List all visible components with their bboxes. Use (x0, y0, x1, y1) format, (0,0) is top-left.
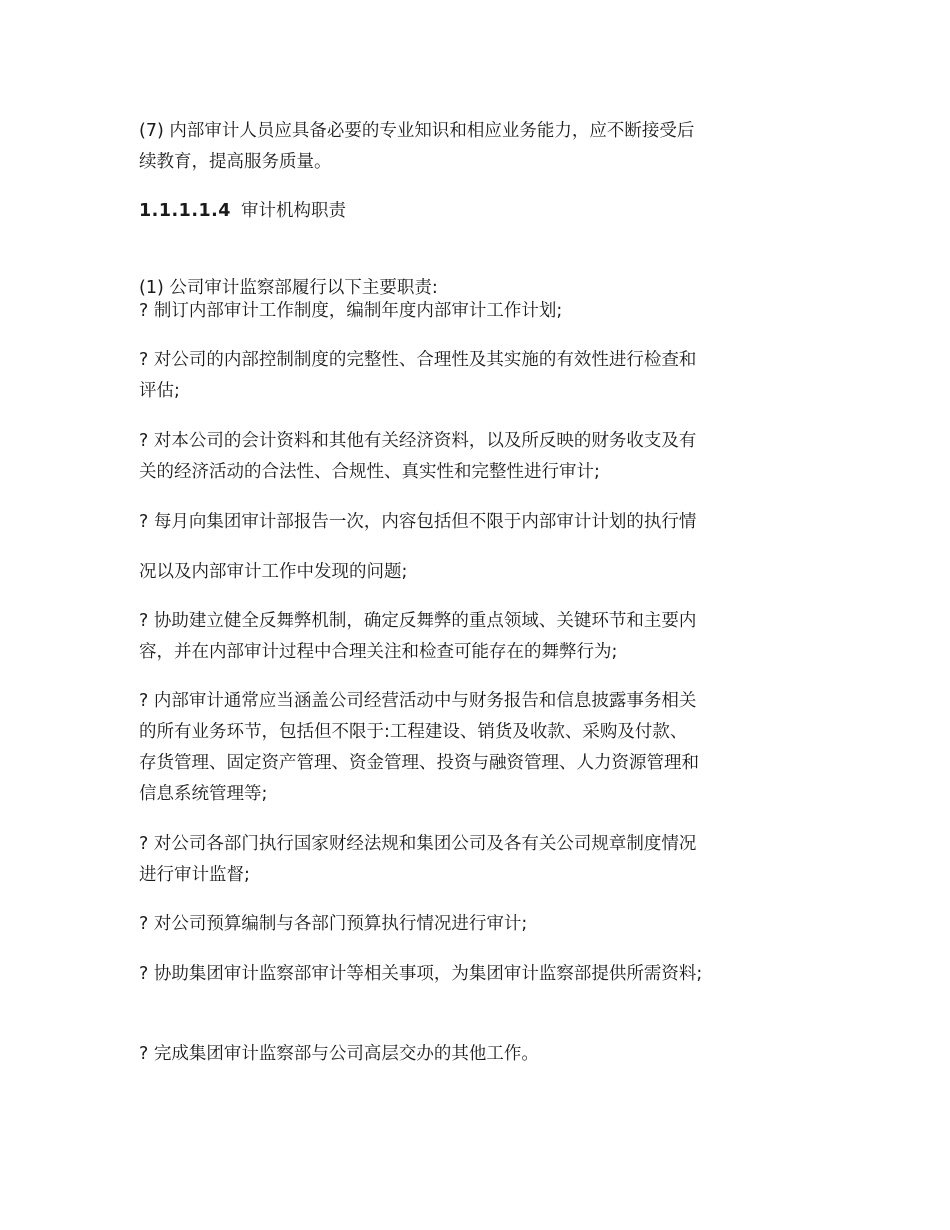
paragraph-line: 存货管理、固定资产管理、资金管理、投资与融资管理、人力资源管理和 (139, 753, 699, 773)
paragraph-line: ? 对公司预算编制与各部门预算执行情况进行审计; (139, 914, 528, 934)
section-number: 1.1.1.1.4 (139, 201, 231, 221)
list-item (139, 606, 829, 668)
paragraph-line: ? 对本公司的会计资料和其他有关经济资料，以及所反映的财务收支及有 (139, 431, 697, 451)
list-item (139, 296, 829, 327)
list-item (139, 829, 829, 891)
paragraph-line: 信息系统管理等; (139, 784, 268, 804)
paragraph-line: 的所有业务环节，包括但不限于:工程建设、销货及收款、采购及付款、 (139, 722, 688, 742)
list-item (139, 909, 829, 940)
paragraph-line: ? 内部审计通常应当涵盖公司经营活动中与财务报告和信息披露事务相关 (139, 691, 697, 711)
paragraph-7 (139, 116, 829, 178)
paragraph-line: ? 对公司各部门执行国家财经法规和集团公司及各有关公司规章制度情况 (139, 834, 697, 854)
paragraph-line: 评估; (139, 381, 180, 401)
list-item (139, 345, 829, 407)
paragraph-line: 关的经济活动的合法性、合规性、真实性和完整性进行审计; (139, 462, 600, 482)
section-heading (139, 196, 829, 227)
paragraph-line: 进行审计监督; (139, 865, 250, 885)
paragraph-line: 容，并在内部审计过程中合理关注和检查可能存在的舞弊行为; (139, 642, 618, 662)
paragraph-line: ? 完成集团审计监察部与公司高层交办的其他工作。 (139, 1044, 539, 1064)
paragraph-line: 况以及内部审计工作中发现的问题; (139, 562, 408, 582)
paragraph-line: (1) 公司审计监察部履行以下主要职责: (139, 278, 438, 298)
list-item-continuation (139, 557, 829, 588)
paragraph-line: 续教育，提高服务质量。 (139, 152, 332, 172)
section-title: 审计机构职责 (240, 201, 346, 221)
list-item (139, 507, 829, 538)
list-item (139, 959, 829, 990)
list-item (139, 426, 829, 488)
paragraph-line: ? 制订内部审计工作制度，编制年度内部审计工作计划; (139, 301, 563, 321)
list-item (139, 1039, 829, 1070)
paragraph-line: ? 每月向集团审计部报告一次，内容包括但不限于内部审计计划的执行情 (139, 512, 697, 532)
list-item (139, 686, 829, 810)
paragraph-line: ? 协助集团审计监察部审计等相关事项，为集团审计监察部提供所需资料; (139, 964, 703, 984)
paragraph-line: ? 对公司的内部控制制度的完整性、合理性及其实施的有效性进行检查和 (139, 350, 697, 370)
paragraph-line: (7) 内部审计人员应具备必要的专业知识和相应业务能力，应不断接受后 (139, 121, 695, 141)
paragraph-line: ? 协助建立健全反舞弊机制，确定反舞弊的重点领域、关键环节和主要内 (139, 611, 697, 631)
